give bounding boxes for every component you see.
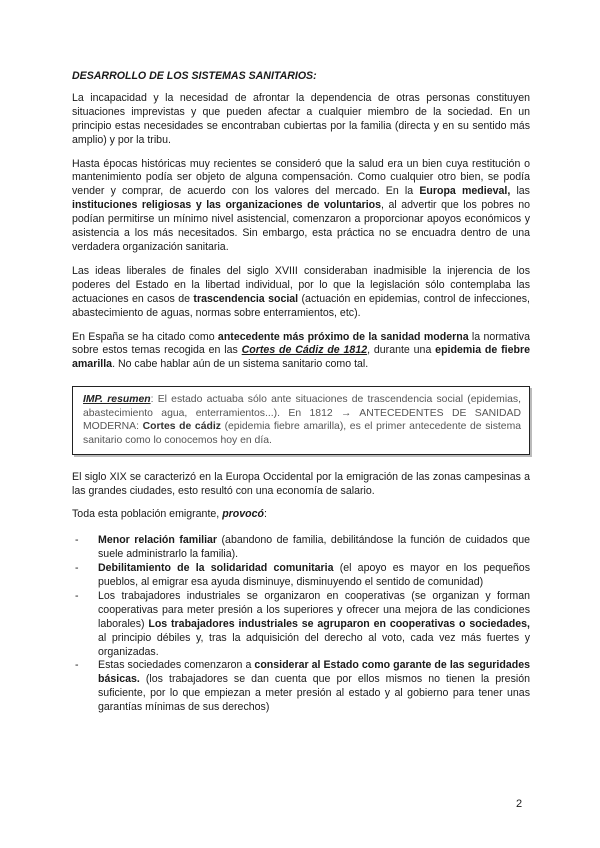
text: la normativa sobre estos temas recogida en las: [72, 330, 530, 357]
text: (los trabajadores se dan cuenta que por ellos mismos no tienen la presión suficiente, por lo que empiezan a meter presión al estado y al gobierno para tener unas garantías mínimas de sus derechos): [98, 673, 530, 714]
text: . No cabe hablar aún de un sistema sanitario como tal.: [112, 358, 369, 371]
bold-trascendencia-social: trascendencia social: [193, 292, 299, 305]
section-heading: DESARROLLO DE LOS SISTEMAS SANITARIOS:: [72, 70, 317, 82]
bold-term: Debilitamiento de la solidaridad comunitaria: [98, 562, 334, 575]
paragraph-incapacidad: La incapacidad y la necesidad de afrontar la dependencia de otras personas constituyen situaciones imprevistas y que pueden afectar a cualquier miembro de la sociedad. En un principio estas necesidades se encontraban cubiertas por la familia (directa y en su sentido más amplio) y por la tribu.: [72, 91, 530, 146]
bold-provoco: provocó: [222, 508, 264, 521]
paragraph-poblacion: [72, 508, 530, 522]
text: (el apoyo es mayor en los pequeños pueblos, al emigrar esa ayuda disminuye, disminuyendo el sentido de comunidad): [98, 562, 530, 589]
text: Hasta épocas históricas muy recientes se consideró que la salud era un bien cuya restitución o mantenimiento podía ser objeto de alguna compensación. Como cualquier otro bien, se podía vender y comprar, de acuerdo con los valores del mercado. En la: [72, 157, 530, 198]
text: En España se ha citado como: [72, 330, 218, 343]
bold-europa-medieval: Europa medieval,: [419, 185, 511, 198]
summary-box: [72, 386, 530, 454]
text: Toda esta población emigrante,: [72, 508, 223, 521]
text: (epidemia fiebre amarilla), es el primer antecedente de sistema sanitario como lo conocemos hoy en día.: [83, 421, 522, 446]
text: Estas sociedades comenzaron a: [98, 659, 255, 672]
bold-antecedente: antecedente más próximo de la sanidad moderna: [217, 330, 469, 343]
bold-cortes: Cortes de cádiz: [142, 421, 221, 433]
text: (actuación en epidemias, control de infecciones, abastecimiento de aguas, normas sobre enterramientos, etc).: [72, 292, 530, 319]
effects-list: [72, 534, 530, 715]
text: Los trabajadores industriales se organizaron en cooperativas (se organizan y forman cooperativas para meter presión a los superiores y ofrecer una mejora de las condiciones laborales): [98, 589, 530, 630]
text: :: [263, 508, 267, 521]
document-page: [72, 70, 530, 715]
paragraph-ideas-liberales: [72, 265, 530, 321]
list-item: [72, 562, 530, 590]
bold-epidemia: epidemia de fiebre amarilla: [72, 344, 530, 371]
bold-cortes-cadiz: Cortes de Cádiz de 1812: [241, 344, 368, 357]
paragraph-siglo-xix: El siglo XIX se caracterizó en la Europa Occidental por la emigración de las zonas campesinas a las grandes ciudades, esto resultó con una economía de salario.: [72, 470, 530, 497]
summary-label: IMP. resumen: [83, 394, 151, 406]
list-item: [72, 534, 530, 562]
text: Las ideas liberales de finales del siglo XVIII consideraban inadmisible la injerencia de los poderes del Estado en la libertad individual, por lo que la legislación sólo contemplaba las actuaciones en casos de: [72, 264, 530, 305]
text: : El estado actuaba sólo ante situaciones de trascendencia social (epidemias, abastecimiento agua, enterramientos...). En 1812 → ANTECEDENTES DE SANIDAD MODERNA:: [83, 394, 521, 433]
text: las: [510, 185, 530, 198]
text: , durante una: [367, 344, 436, 357]
bold-term: Los trabajadores industriales se agruparon en cooperativas o sociedades,: [148, 617, 530, 630]
list-item: [72, 590, 530, 660]
bold-term: Menor relación familiar: [98, 534, 218, 547]
paragraph-historia: [72, 158, 530, 255]
text: (abandono de familia, debilitándose la función de cuidados que suele administrarlo la familia).: [98, 534, 530, 561]
text: , al advertir que los pobres no podían permitirse un mínimo nivel asistencial, comenzaron a proporcionar apoyos económicos y asistencia a los más necesitados. Sin embargo, esta práctica no se encuadra dentro de una verdadera organización sanitaria.: [72, 199, 530, 253]
list-item: [72, 659, 530, 715]
text: al principio débiles y, tras la adquisición del derecho al voto, cada vez más fuertes y organizadas.: [98, 631, 530, 658]
bold-instituciones: instituciones religiosas y las organizaciones de voluntarios: [72, 199, 382, 212]
paragraph-espana: [72, 331, 530, 373]
bold-term: considerar al Estado como garante de las seguridades básicas.: [98, 659, 530, 686]
page-number: 2: [516, 798, 523, 810]
